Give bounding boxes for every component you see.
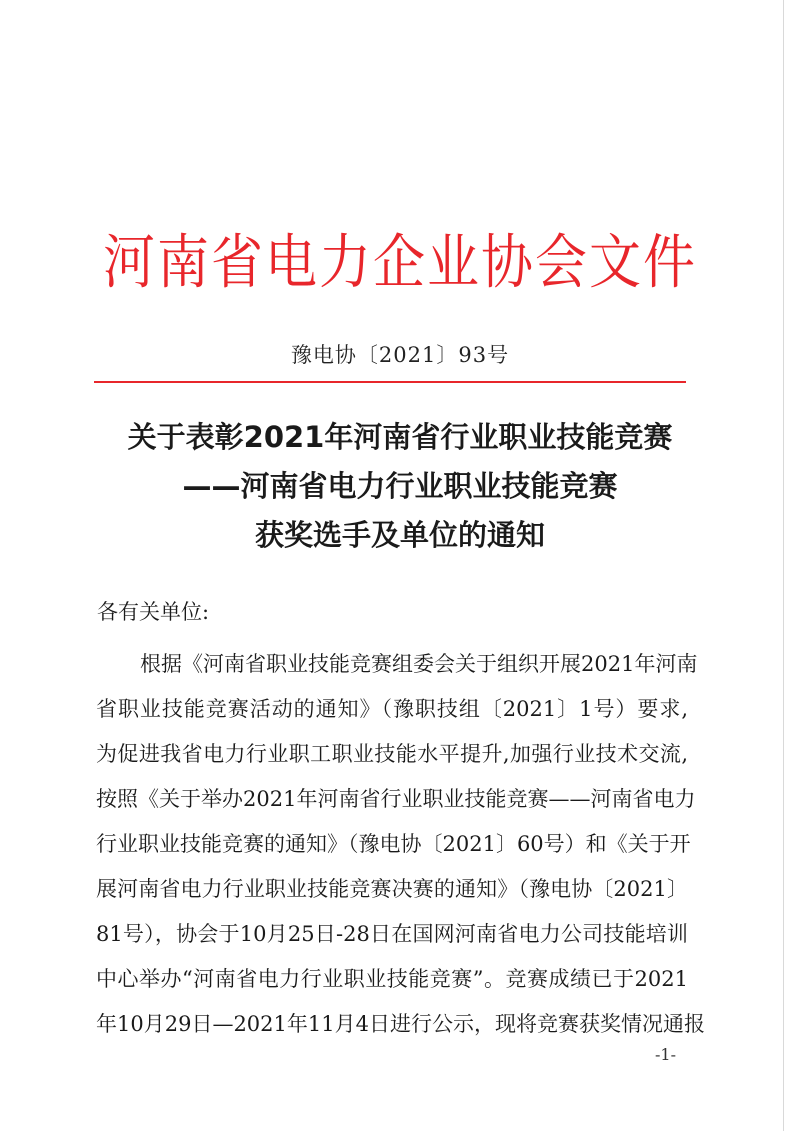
page-number: -1- xyxy=(655,1045,676,1064)
body-line: 年10月29日—2021年11月4日进行公示，现将竞赛获奖情况通报 xyxy=(96,1012,705,1036)
body-line: 中心举办“河南省电力行业职业技能竞赛”。竞赛成绩已于2021 xyxy=(96,967,688,991)
title-line-2: ——河南省电力行业职业技能竞赛 xyxy=(182,469,618,503)
page-edge-shadow xyxy=(783,0,784,1131)
salutation: 各有关单位: xyxy=(97,600,210,624)
red-divider-line xyxy=(94,381,686,383)
issuer-heading: 河南省电力企业协会文件 xyxy=(102,228,697,298)
body-line: 省职业技能竞赛活动的通知》（豫职技组〔2021〕1号）要求, xyxy=(96,697,688,721)
body-line: 81号），协会于10月25日-28日在国网河南省电力公司技能培训 xyxy=(96,922,688,946)
document-number: 豫电协〔2021〕93号 xyxy=(290,343,510,367)
body-line: 行业职业技能竞赛的通知》（豫电协〔2021〕60号）和《关于开 xyxy=(96,832,691,856)
body-line: 根据《河南省职业技能竞赛组委会关于组织开展2021年河南 xyxy=(140,652,698,676)
title-line-3: 获奖选手及单位的通知 xyxy=(254,518,545,552)
title-line-1: 关于表彰2021年河南省行业职业技能竞赛 xyxy=(127,420,673,454)
body-line: 按照《关于举办2021年河南省行业职业技能竞赛——河南省电力 xyxy=(96,787,696,811)
body-line: 展河南省电力行业职业技能竞赛决赛的通知》（豫电协〔2021〕 xyxy=(96,877,688,901)
body-line: 为促进我省电力行业职工职业技能水平提升,加强行业技术交流, xyxy=(96,742,688,766)
